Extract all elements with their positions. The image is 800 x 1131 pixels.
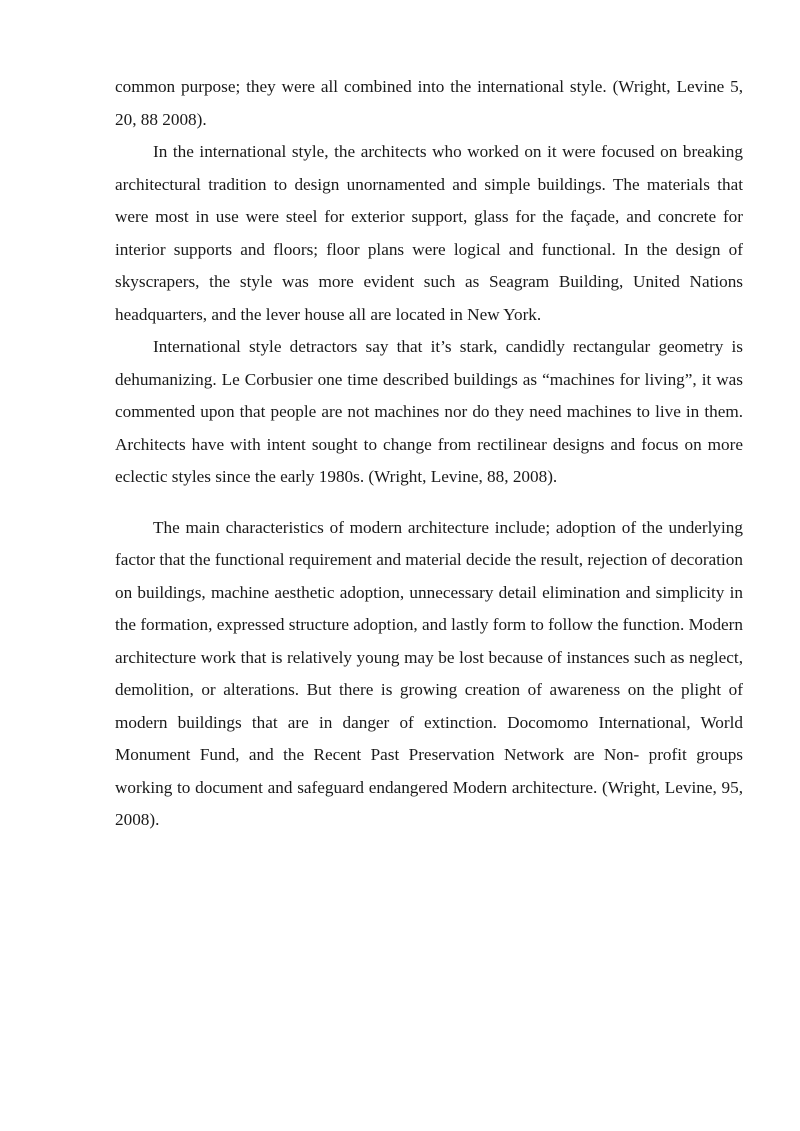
document-body: [115, 71, 743, 837]
paragraph-detractors: International style detractors say that it’s stark, candidly rectangular geometry is dehumanizing. Le Corbusier one time described buildings as “machines for living”, it was commented upon that people are not machines nor do they need machines to live in them. Architects have with intent sought to change from rectilinear designs and focus on more eclectic styles since the early 1980s. (Wright, Levine, 88, 2008).: [115, 337, 743, 486]
paragraph-characteristics: The main characteristics of modern architecture include; adoption of the underlying factor that the functional requirement and material decide the result, rejection of decoration on buildings, machine aesthetic adoption, unnecessary detail elimination and simplicity in the formation, expressed structure adoption, and lastly form to follow the function. Modern architecture work that is relatively young may be lost because of instances such as neglect, demolition, or alterations. But there is growing creation of awareness on the plight of modern buildings that are in danger of extinction. Docomomo International, World Monument Fund, and the Recent Past Preservation Network are Non- profit groups working to document and safeguard endangered Modern architecture. (Wright, Levine, 95, 2008).: [115, 517, 743, 829]
paragraph-international-style: In the international style, the architects who worked on it were focused on breaking architectural tradition to design unornamented and simple buildings. The materials that were most in use were steel for exterior support, glass for the façade, and concrete for interior supports and floors; floor plans were logical and functional. In the design of skyscrapers, the style was more evident such as Seagram Building, United Nations headquarters, and the lever house all are located in New York.: [115, 142, 743, 324]
paragraph-continuation: common purpose; they were all combined into the international style. (Wright, Levine 5, 20, 88 2008).: [115, 77, 743, 129]
